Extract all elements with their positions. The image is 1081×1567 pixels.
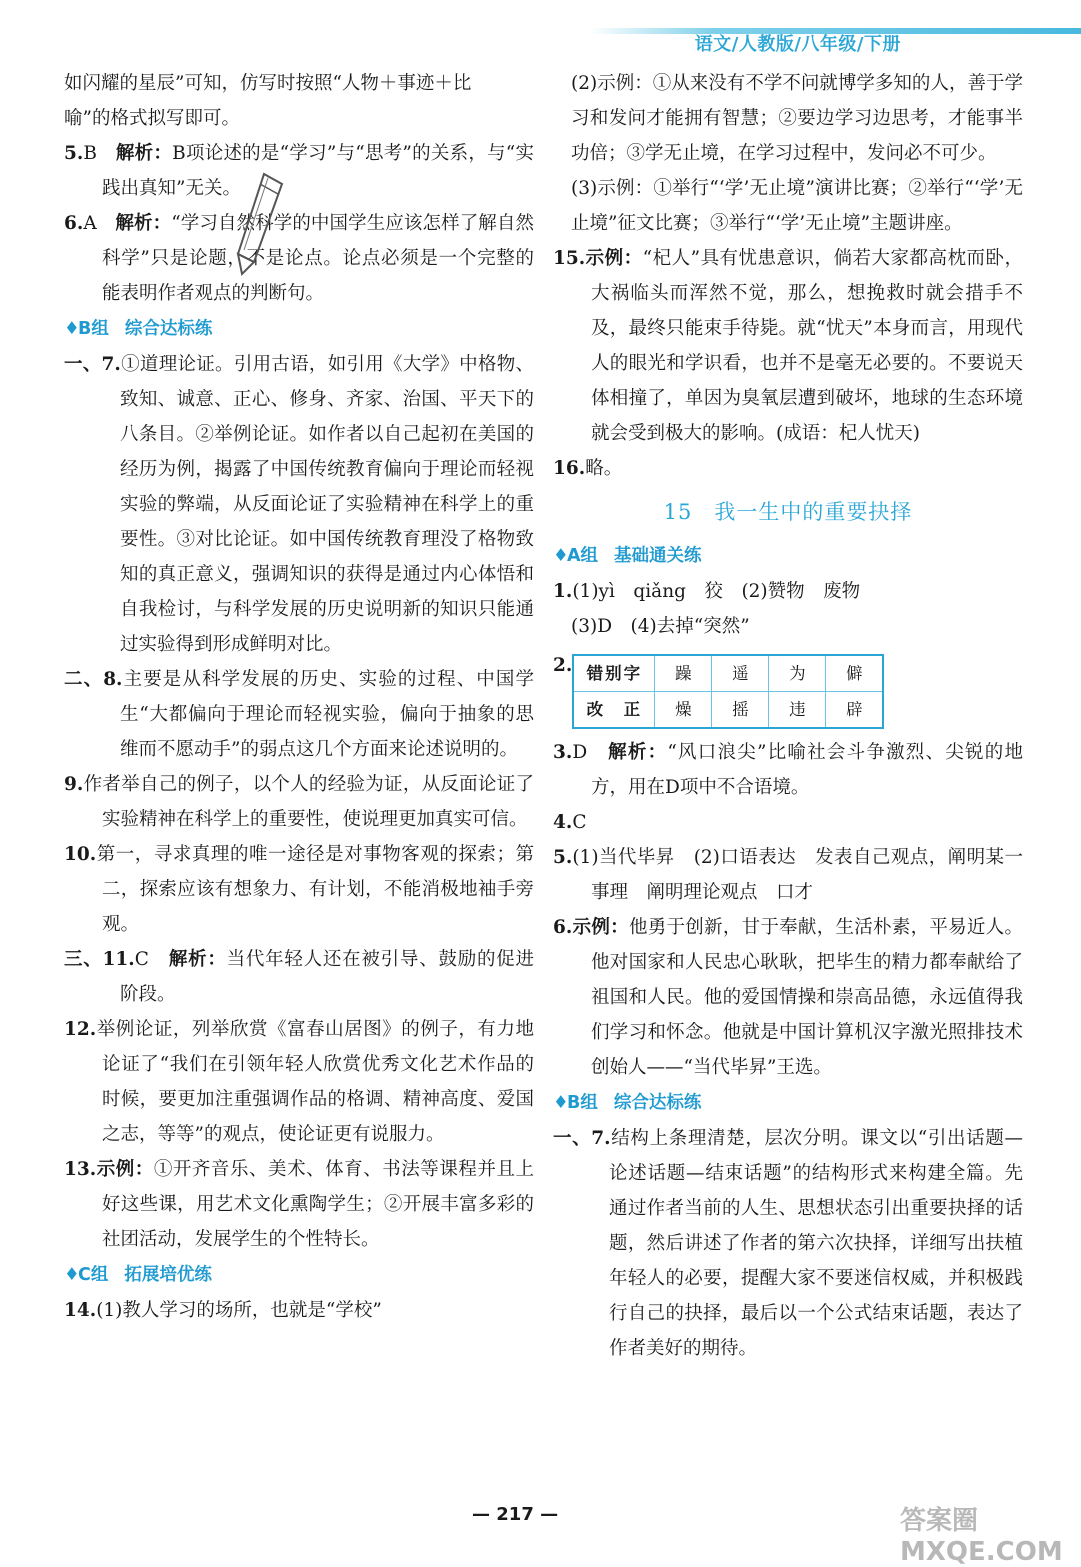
diamond-icon: ♦: [64, 1265, 80, 1285]
answer-11: 三、11.C 解析：当代年轻人还在被引导、鼓励的促进阶段。: [64, 949, 534, 1005]
section-c-heading: ♦C组 拓展培优练: [64, 1257, 534, 1293]
answer-15: 15.示例：“杞人”具有忧患意识，倘若大家都高枕而卧，大祸临头而浑然不觉，那么，想挽救时就会措手不及，最终只能束手待毙。就“忧天”本身而言，用现代人的眼光和学识看，也并不是毫无必要的。不要说天体相撞了，单因为臭氧层遭到破坏，地球的生态环境就会受到极大的影响。(成语：杞人忧天): [553, 248, 1023, 444]
answer-9: 9.作者举自己的例子，以个人的经验为证，从反面论证了实验精神在科学上的重要性，使说理更加真实可信。: [64, 774, 534, 830]
watermark: 答案圈 MXQE.COM: [900, 1506, 1063, 1567]
answer-2: 2. 错别字 躁 遥 为 僻 改 正 燥 摇 违 辟: [553, 648, 1023, 729]
answer-1-line-2: (3)D (4)去掉“突然”: [571, 616, 750, 637]
pencil-doodle-icon: [224, 170, 294, 280]
diamond-icon: ♦: [553, 546, 569, 566]
table-row: 改 正 燥 摇 违 辟: [573, 692, 883, 729]
answer-3: 3.D 解析：“风口浪尖”比喻社会斗争激烈、尖锐的地方，用在D项中不合语境。: [553, 742, 1023, 798]
answer-14: 14.(1)教人学习的场所，也就是“学校”: [64, 1300, 382, 1321]
section-b-heading-right: ♦B组 综合达标练: [553, 1085, 1023, 1121]
section-b-heading: ♦B组 综合达标练: [64, 311, 534, 347]
answer-7-right: 一、7.结构上条理清楚，层次分明。课文以“引出话题—论述话题—结束话题”的结构形式来构建全篇。先通过作者当前的人生、思想状态引出重要抉择的话题，然后讲述了作者的第六次抉择，详细写出扶植年轻人的必要，提醒大家不要迷信权威，并积极践行自己的抉择，最后以一个公式结束话题，表达了作者美好的期待。: [553, 1128, 1023, 1359]
intro-line-1: 如闪耀的星辰”可知，仿写时按照“人物＋事迹＋比: [64, 73, 472, 94]
answer-10: 10.第一，寻求真理的唯一途径是对事物客观的探索；第二，探索应该有想象力、有计划，不能消极地袖手旁观。: [64, 844, 534, 935]
answer-6: 6.A 解析：“学习自然科学的中国学生应该怎样了解自然科学”只是论题，不是论点。论点必须是一个完整的能表明作者观点的判断句。: [64, 213, 534, 304]
answer-14-part-3: (3)示例：①举行“‘学’无止境”演讲比赛；②举行“‘学’无止境”征文比赛；③举行“‘学’无止境”主题讲座。: [571, 178, 1023, 234]
answer-5: 5.B 解析：B项论述的是“学习”与“思考”的关系，与“实践出真知”无关。: [64, 143, 534, 199]
answer-8: 二、8.主要是从科学发展的历史、实验的过程、中国学生“大都偏向于理论而轻视实验，偏向于抽象的思维而不愿动手”的弱点这几个方面来论述说明的。: [64, 669, 534, 760]
book-series-title: 语文/人教版/八年级/下册: [694, 34, 901, 55]
table-row: 错别字 躁 遥 为 僻: [573, 655, 883, 692]
intro-line-2: 喻”的格式拟写即可。: [64, 108, 240, 129]
answer-14-part-2: (2)示例：①从来没有不学不问就博学多知的人，善于学习和发问才能拥有智慧；②要边学习边思考，才能事半功倍；③学无止境，在学习过程中，发问必不可少。: [571, 73, 1023, 164]
answer-1: 1.(1)yì qiǎng 狡 (2)赞物 废物: [553, 581, 861, 602]
typo-correction-table: [572, 654, 884, 729]
lesson-title: 15 我一生中的重要抉择: [663, 500, 913, 524]
answer-16: 16.略。: [553, 458, 623, 479]
answer-4: 4.C: [553, 812, 587, 833]
answer-7: 一、7.①道理论证。引用古语，如引用《大学》中格物、致知、诚意、正心、修身、齐家、治国、平天下的八条目。②举例论证。如作者以自己起初在美国的经历为例，揭露了中国传统教育偏向于理论而轻视实验的弊端，从反面论证了实验精神在科学上的重要性。③对比论证。如中国传统教育理没了格物致知的真正意义，强调知识的获得是通过内心体悟和自我检讨，与科学发展的历史说明新的知识只能通过实验得到形成鲜明对比。: [64, 354, 534, 655]
right-column: [553, 66, 1023, 1366]
page-number: — 217 —: [472, 1504, 559, 1525]
answer-6-right: 6.示例：他勇于创新，甘于奉献，生活朴素，平易近人。他对国家和人民忠心耿耿，把毕生的精力都奉献给了祖国和人民。他的爱国情操和崇高品德，永远值得我们学习和怀念。他就是中国计算机汉字激光照排技术创始人——“当代毕昇”王选。: [553, 917, 1023, 1078]
diamond-icon: ♦: [553, 1093, 569, 1113]
left-column: [64, 66, 534, 1328]
section-a-heading: ♦A组 基础通关练: [553, 538, 1023, 574]
answer-5-right: 5.(1)当代毕昇 (2)口语表达 发表自己观点，阐明某一事理 阐明理论观点 口才: [553, 847, 1023, 903]
answer-13: 13.示例：①开齐音乐、美术、体育、书法等课程并且上好这些课，用艺术文化熏陶学生；②开展丰富多彩的社团活动，发展学生的个性特长。: [64, 1159, 534, 1250]
diamond-icon: ♦: [64, 319, 80, 339]
answer-number: 5.: [64, 143, 84, 164]
answer-12: 12.举例论证，列举欣赏《富春山居图》的例子，有力地论证了“我们在引领年轻人欣赏优秀文化艺术作品的时候，要更加注重强调作品的格调、精神高度、爱国之志，等等”的观点，使论证更有说服力。: [64, 1019, 534, 1145]
